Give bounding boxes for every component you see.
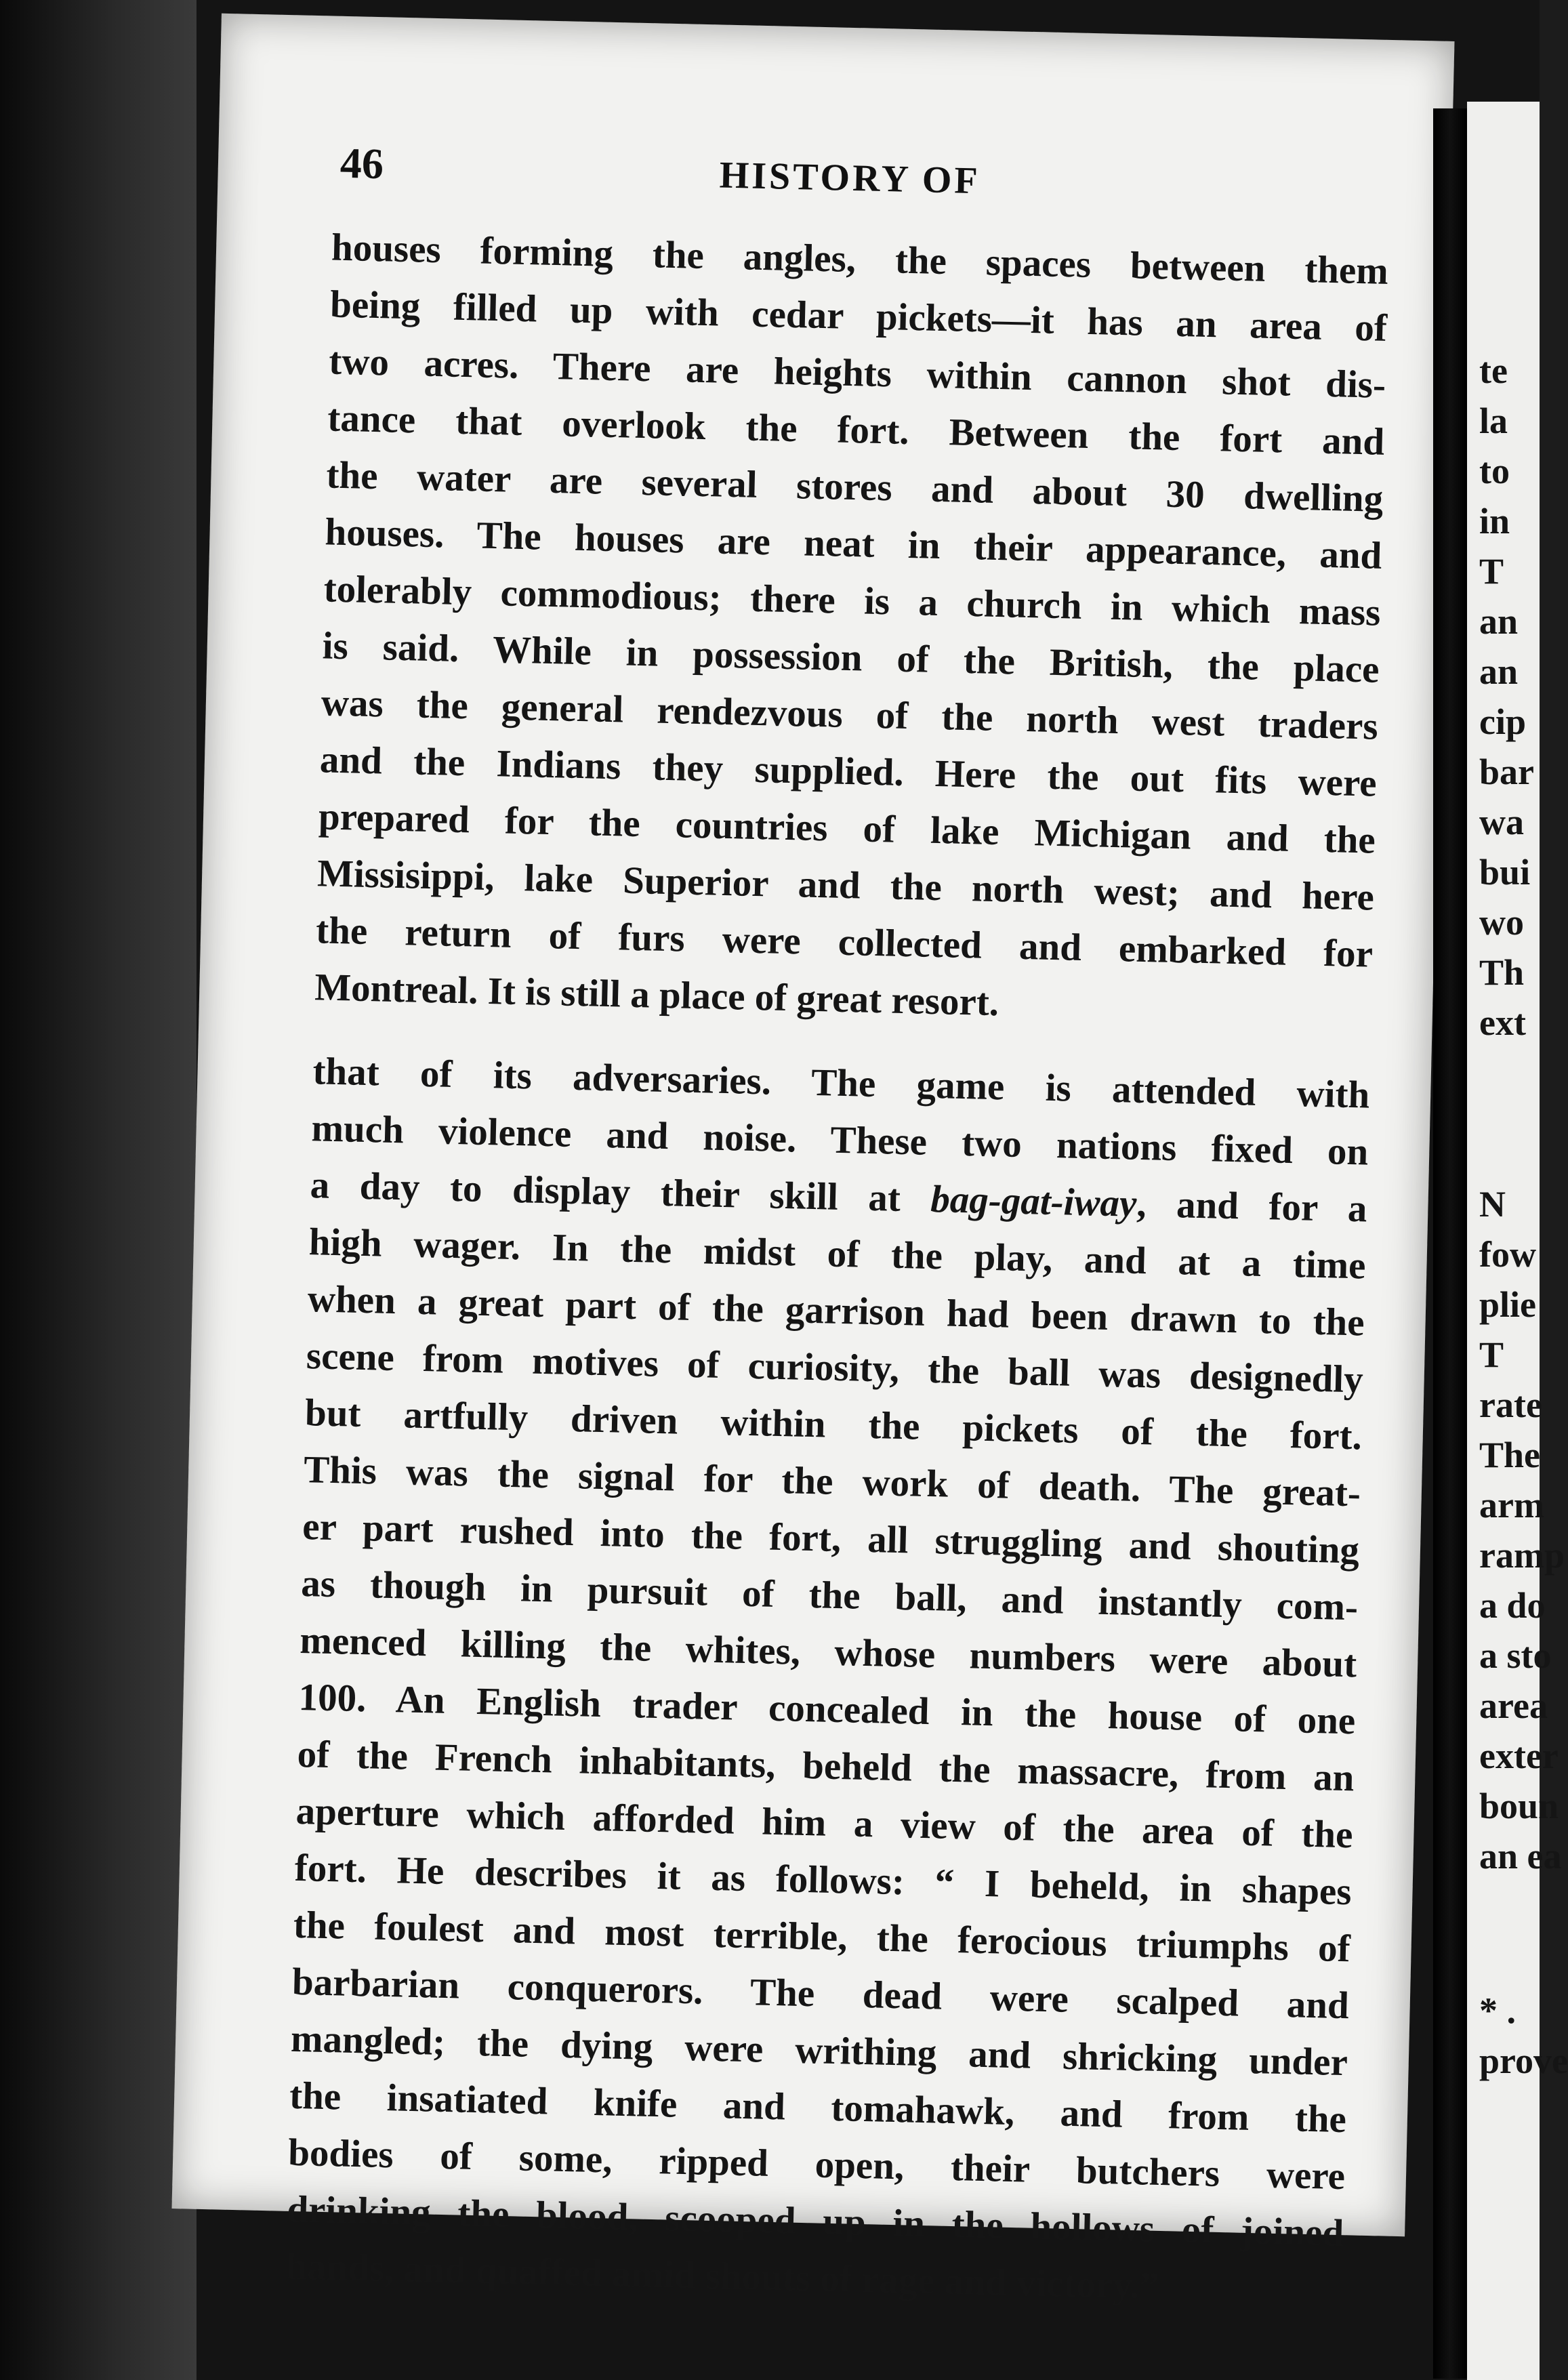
facing-line: bui xyxy=(1479,852,1531,893)
text-line: aperture which afforded him a view of the area of the xyxy=(295,1789,1354,1857)
text-line: drinking the blood, scooped up in the hollows of joined xyxy=(286,2188,1344,2255)
text-line: the return of furs were collected and embarked for xyxy=(315,909,1374,976)
text-run: , and for a xyxy=(1136,1182,1368,1231)
facing-line: cip xyxy=(1479,701,1527,742)
text-line: This was the signal for the work of death. The great- xyxy=(303,1448,1361,1515)
text-line: 100. An English trader concealed in the house of one xyxy=(297,1675,1356,1743)
text-run: a day to display their skill at xyxy=(310,1164,932,1220)
text-line: prepared for the countries of lake Michigan and the xyxy=(318,795,1376,862)
text-line: of the French inhabitants, beheld the massacre, from an xyxy=(297,1732,1355,1800)
text-line: is said. While in possession of the British, the place xyxy=(322,624,1380,691)
page-number: 46 xyxy=(339,138,384,188)
text-line: hands, and quaffed amid shouts of rage and victory.” xyxy=(285,2244,1160,2308)
facing-line: la xyxy=(1479,401,1508,441)
text-line: tolerably commodious; there is a church in which mass xyxy=(323,567,1382,634)
italic-term: bag-gat-iway xyxy=(930,1177,1138,1225)
text-line: barbarian conquerors. The dead were scalped and xyxy=(291,1960,1350,2028)
facing-line: * . xyxy=(1479,1990,1516,2031)
body-text xyxy=(285,220,1389,2320)
facing-page-fragment xyxy=(1467,102,1568,2380)
facing-line: te xyxy=(1479,350,1508,391)
text-line: menced killing the whites, whose numbers were about xyxy=(299,1619,1357,1686)
running-head: HISTORY OF xyxy=(719,154,981,203)
facing-line: plie xyxy=(1479,1284,1537,1325)
facing-line: boun xyxy=(1479,1786,1559,1826)
facing-line: ramp xyxy=(1479,1535,1565,1576)
text-line: houses. The houses are neat in their appearance, and xyxy=(324,510,1382,577)
facing-line: T xyxy=(1479,1334,1504,1375)
facing-line: N xyxy=(1479,1184,1506,1225)
text-line: the insatiated knife and tomahawk, and from the xyxy=(289,2074,1347,2141)
text-line: but artfully driven within the pickets of the fort. xyxy=(304,1391,1363,1458)
facing-line: T xyxy=(1479,551,1504,592)
facing-lower-lines xyxy=(1467,1179,1565,1881)
facing-line: an xyxy=(1479,601,1519,642)
facing-line: an ea xyxy=(1479,1836,1562,1876)
text-line: the foulest and most terrible, the ferocious triumphs of xyxy=(293,1903,1351,1971)
facing-line: a sto xyxy=(1479,1635,1552,1676)
text-line: Missisippi, lake Superior and the north west; and here xyxy=(316,852,1375,919)
facing-line: an xyxy=(1479,651,1519,692)
facing-line: to xyxy=(1479,451,1510,491)
text-line: when a great part of the garrison had been drawn to the xyxy=(307,1277,1365,1345)
facing-line: ext xyxy=(1479,1002,1526,1043)
facing-line: exter xyxy=(1479,1736,1559,1776)
text-line: much violence and noise. These two nations fixed on xyxy=(310,1107,1369,1174)
facing-line: prove xyxy=(1479,2040,1568,2081)
text-line: that of its adversaries. The game is attended with xyxy=(312,1050,1370,1117)
facing-line: wa xyxy=(1479,802,1524,842)
facing-line: Th xyxy=(1479,952,1525,993)
facing-upper-lines xyxy=(1467,346,1534,1048)
facing-line: fow xyxy=(1479,1234,1536,1275)
text-line: and the Indians they supplied. Here the out fits were xyxy=(319,738,1378,805)
facing-line: area xyxy=(1479,1685,1548,1726)
facing-line: arm xyxy=(1479,1485,1544,1525)
left-page xyxy=(171,14,1454,2308)
text-line: as though in pursuit of the ball, and instantly com- xyxy=(300,1562,1359,1629)
page-gutter xyxy=(1433,108,1467,2379)
facing-line: wo xyxy=(1479,902,1524,943)
facing-line: a do xyxy=(1479,1585,1546,1626)
facing-footnote xyxy=(1467,1986,1568,2086)
text-line: Montreal. It is still a place of great resort. xyxy=(314,966,999,1025)
text-line: fort. He describes it as follows: “ I beheld, in shapes xyxy=(294,1846,1353,1914)
text-line: bodies of some, ripped open, their butchers were xyxy=(287,2131,1346,2198)
text-line: tance that overlook the fort. Between the fort and xyxy=(327,396,1385,464)
page-header xyxy=(339,138,1357,222)
text-line: er part rushed into the fort, all struggling and shouting xyxy=(302,1505,1360,1572)
binding-shadow xyxy=(0,0,197,2380)
text-line: mangled; the dying were writhing and shricking under xyxy=(290,2017,1348,2085)
paragraph-1 xyxy=(314,220,1388,1040)
text-line: being filled up with cedar pickets—it has an area of xyxy=(329,283,1388,350)
text-line: houses forming the angles, the spaces between them xyxy=(331,226,1389,293)
text-line: the water are several stores and about 30 dwelling xyxy=(325,453,1384,520)
text-line: scene from motives of curiosity, the ball was designedly xyxy=(306,1334,1364,1401)
facing-line: bar xyxy=(1479,752,1534,792)
text-line: was the general rendezvous of the north west traders xyxy=(321,681,1379,748)
text-line: high wager. In the midst of the play, and at a time xyxy=(308,1220,1367,1288)
paragraph-2 xyxy=(285,1043,1371,2319)
text-line: two acres. There are heights within cannon shot dis- xyxy=(328,340,1386,407)
facing-line: rate xyxy=(1479,1384,1542,1425)
facing-line: in xyxy=(1479,501,1510,541)
facing-line: The xyxy=(1479,1435,1541,1475)
